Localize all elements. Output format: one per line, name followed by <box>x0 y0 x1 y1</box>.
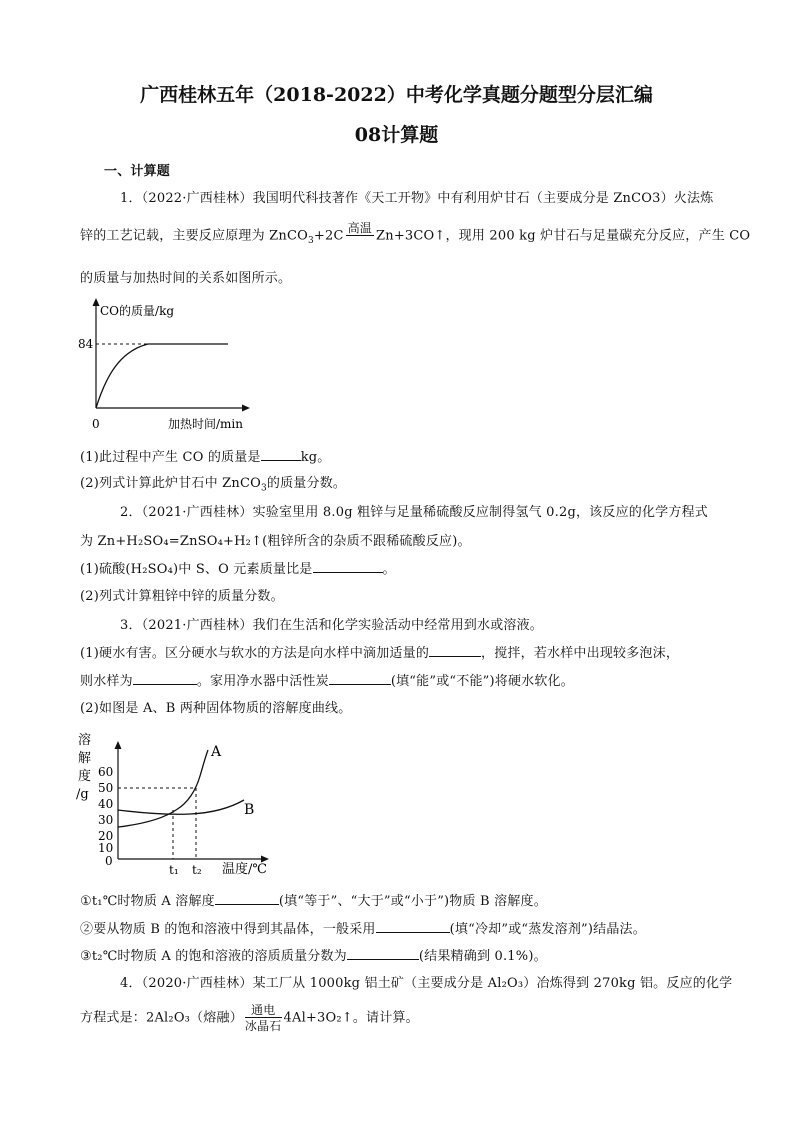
reaction-condition-electrolysis: $\frac{\text{通电}}{\text{冰晶石}}$ <box>244 1003 282 1033</box>
chart1-x-arrow <box>242 405 250 412</box>
q3-sub1-line1: (1)硬水有害。区分硬水与软水的方法是向水样中滴加适量的 ，搅拌，若水样中出现较多泡沫， <box>80 646 680 661</box>
q1-line1: 1．（2022·广西桂林）我国明代科技著作《天工开物》中有利用炉甘石（主要成分是 ZnCO3）火法炼 <box>120 191 714 206</box>
q3-line1: 3．（2021·广西桂林）我们在生活和化学实验活动中经常用到水或溶液。 <box>120 618 543 633</box>
chart2-xtick-t1: t₁ <box>169 863 179 877</box>
chart2-label-a: A <box>211 744 222 760</box>
chart2-ytick-0: 0 <box>105 854 113 868</box>
q2-answer-blank[interactable] <box>313 560 383 573</box>
q3-blank-fraction[interactable] <box>347 947 419 960</box>
section-heading: 一、计算题 <box>104 164 171 179</box>
chart2-ylabel-1: 溶 <box>78 733 92 748</box>
reaction-condition-high-temp: 高温 <box>347 221 373 235</box>
chart2-xlabel: 温度/℃ <box>222 862 267 877</box>
chart2-ylabel-4: /g <box>76 787 89 802</box>
chart2-ytick-20: 20 <box>98 829 114 843</box>
q4-line2: 方程式是：2Al₂O₃（熔融） $\frac{\text{通电}}{\text{冰晶石}}$ 4Al+3O₂↑。请计算。 <box>80 1003 419 1033</box>
chart2-y-arrow <box>115 741 122 749</box>
q3-blank-water-type[interactable] <box>133 672 197 685</box>
page-subtitle: 08计算题 <box>354 124 439 146</box>
chart1-y-arrow <box>93 298 100 306</box>
q1-sub1: (1)此过程中产生 CO 的质量是 kg。 <box>80 450 331 465</box>
q3-sub2: (2)如图是 A、B 两种固体物质的溶解度曲线。 <box>80 701 352 716</box>
chart2-ylabel-3: 度 <box>78 769 92 784</box>
chart2-ytick-30: 30 <box>98 813 114 827</box>
chart1-co-curve <box>96 344 228 408</box>
chart2-ytick-40: 40 <box>98 797 114 811</box>
chart2-ytick-50: 50 <box>98 781 114 795</box>
page-title: 广西桂林五年（2018-2022）中考化学真题分题型分层汇编 <box>140 84 653 106</box>
chart1-origin: 0 <box>92 417 100 431</box>
q3-blank-can-soften[interactable] <box>329 672 391 685</box>
solubility-chart <box>72 728 282 878</box>
chart2-ylabel-2: 解 <box>78 751 92 766</box>
chart2-xtick-t2: t₂ <box>192 863 202 877</box>
chart1-ytick-84: 84 <box>78 337 94 351</box>
q4-line1: 4．（2020·广西桂林）某工厂从 1000kg 铝土矿（主要成分是 Al₂O₃）冶炼得到 270kg 铝。反应的化学 <box>120 976 733 991</box>
q3-c1: ①t₁℃时物质 A 溶解度 (填“等于”、“大于”或“小于”)物质 B 溶解度。 <box>80 894 547 909</box>
q3-blank-method[interactable] <box>376 920 450 933</box>
q1-line3: 的质量与加热时间的关系如图所示。 <box>80 271 292 286</box>
chart2-ytick-10: 10 <box>98 841 114 855</box>
q2-sub1: (1)硫酸(H₂SO₄)中 S、O 元素质量比是 。 <box>80 562 396 577</box>
q2-line2: 为 Zn+H₂SO₄=ZnSO₄+H₂↑(粗锌所含的杂质不跟稀硫酸反应)。 <box>80 534 471 549</box>
chart2-ytick-60: 60 <box>98 765 114 779</box>
q1-sub2: (2)列式计算此炉甘石中 ZnCO$_3$的质量分数。 <box>80 476 347 494</box>
q2-line1: 2．（2021·广西桂林）实验室里用 8.0g 粗锌与足量稀硫酸反应制得氢气 0.2g，该反应的化学方程式 <box>120 505 708 520</box>
q3-blank-compare[interactable] <box>215 892 279 905</box>
q3-c3: ③t₂℃时物质 A 的饱和溶液的溶质质量分数为 (结果精确到 0.1%)。 <box>80 949 547 964</box>
chart1-xlabel: 加热时间/min <box>168 417 243 431</box>
q3-blank-reagent[interactable] <box>429 644 481 657</box>
q3-c2: ②要从物质 B 的饱和溶液中得到其晶体，一般采用 (填“冷却”或“蒸发溶剂”)结晶法。 <box>80 922 646 937</box>
q2-sub2: (2)列式计算粗锌中锌的质量分数。 <box>80 589 284 604</box>
q1-answer-blank[interactable] <box>261 448 301 461</box>
chart2-label-b: B <box>244 802 255 818</box>
q3-sub1-line2: 则水样为 。家用净水器中活性炭 (填“能”或“不能”)将硬水软化。 <box>80 674 574 689</box>
q1-line2: 锌的工艺记载，主要反应原理为 ZnCO$_3$+2C 高温 Zn+3CO↑，现用 200 kg 炉甘石与足量碳充分反应，产生 CO <box>80 222 750 250</box>
co-mass-chart <box>70 296 270 436</box>
chart1-ylabel: CO的质量/kg <box>100 304 175 318</box>
